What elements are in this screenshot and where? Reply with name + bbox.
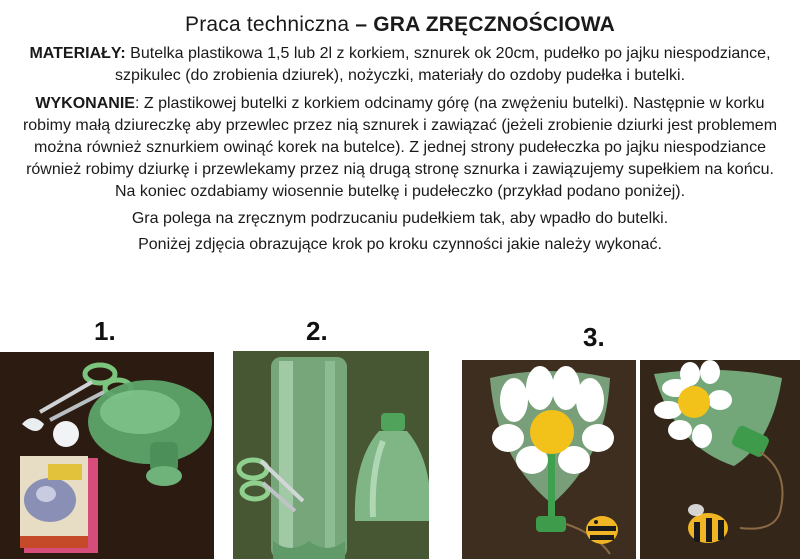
page-title <box>0 13 800 37</box>
step-number-2: 2. <box>306 316 328 346</box>
title-bold: – GRA ZRĘCZNOŚCIOWA <box>355 13 616 36</box>
step-2-photo <box>233 351 429 559</box>
photos-intro: Poniżej zdjęcia obrazujące krok po kroku czynności jakie należy wykonać. <box>138 236 662 253</box>
materials-paragraph <box>18 43 782 87</box>
step-number-1: 1. <box>94 316 116 346</box>
execution-text: : Z plastikowej butelki z korkiem odcinamy górę (na zwężeniu butelki). Następnie w korku robimy małą dziureczkę aby przewlec przez nią sznurek i zawiązać (jeżeli zrobienie dziurki jest problemem można również sznurkiem owinąć korek na butelce). Z jednej strony pudełeczka po jajku niespodziance również robimy dziurkę i przewlekamy przez nią drugą stronę sznurka i zawiązujemy supełkiem na końcu. Na koniec ozdabiamy wiosennie butelkę i pudełeczko (przykład podano poniżej). <box>22 95 778 200</box>
materials-label: MATERIAŁY: <box>29 45 126 62</box>
title-prefix: Praca techniczna <box>184 13 356 36</box>
step-3-photo-left <box>462 360 636 559</box>
bottle-body-icon <box>271 357 347 559</box>
step-number-3: 3. <box>583 322 605 352</box>
execution-label: WYKONANIE <box>35 95 135 112</box>
step-1-photo <box>0 352 214 559</box>
execution-paragraph <box>18 93 782 203</box>
egg-box-icon <box>20 456 98 553</box>
game-rule: Gra polega na zręcznym podrzucaniu pudełkiem tak, aby wpadło do butelki. <box>131 210 669 227</box>
step-3-photo-right <box>640 360 800 559</box>
materials-text: Butelka plastikowa 1,5 lub 2l z korkiem, sznurek ok 20cm, pudełko po jajku niespodziance, szpikulec (do zrobienia dziurek), nożyczki, materiały do ozdoby pudełka i butelki. <box>114 45 771 84</box>
bee-box-icon <box>586 516 618 544</box>
document <box>0 0 800 256</box>
